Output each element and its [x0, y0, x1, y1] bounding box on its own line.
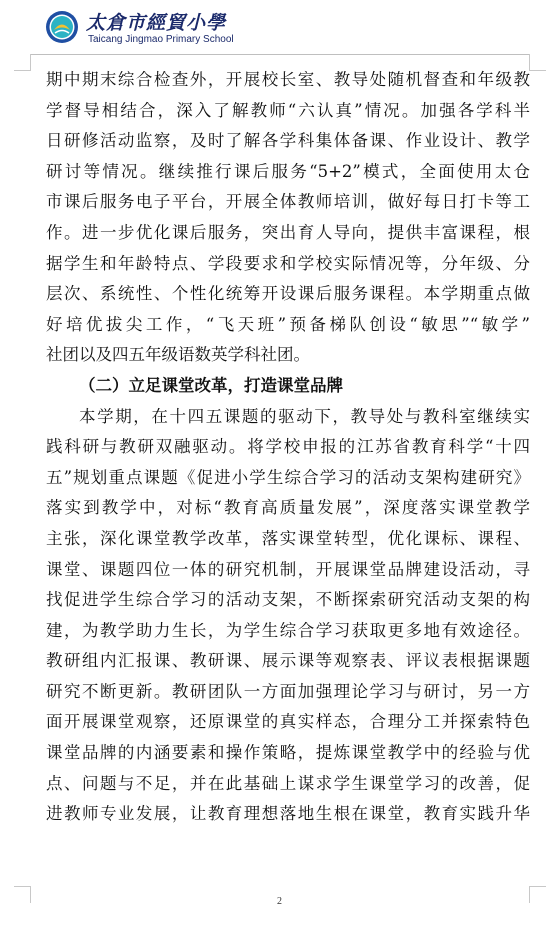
text-line: 面开展课堂观察，还原课堂的真实样态，合理分工并探索特色 — [46, 712, 530, 732]
text-line: 研讨等情况。继续推行课后服务“5+2”模式，全面使用太仓 — [46, 161, 530, 181]
text-line: 作。进一步优化课后服务，突出育人导向，提供丰富课程，根 — [46, 222, 530, 242]
text-line: 建，为教学助力生长，为学生综合学习获取更多地有效途径。 — [46, 620, 530, 640]
body-text — [46, 65, 530, 830]
text-line: 课堂、课题四位一体的研究机制，开展课堂品牌建设活动，寻 — [46, 559, 530, 579]
text-line: 市课后服务电子平台，开展全体教师培训，做好每日打卡等工 — [46, 192, 530, 212]
school-name-en: Taicang Jingmao Primary School — [88, 34, 234, 45]
text-line: 找促进学生综合学习的活动支架，不断探索研究活动支架的构 — [46, 590, 530, 610]
text-line: 践科研与教研双融驱动。将学校申报的江苏省教育科学“十四 — [46, 437, 530, 457]
text-line: 课堂品牌的内涵要素和操作策略，提炼课堂教学中的经验与优 — [46, 743, 530, 763]
text-line: 五”规划重点课题《促进小学生综合学习的活动支架构建研究》 — [46, 467, 530, 487]
header-divider — [30, 54, 530, 55]
text-line: 本学期，在十四五课题的驱动下，教导处与教科室继续实 — [79, 406, 530, 426]
text-line: 进教师专业发展，让教育理想落地生根在课堂，教育实践升华 — [46, 804, 530, 824]
text-line: 教研组内汇报课、教研课、展示课等观察表、评议表根据课题 — [46, 651, 530, 671]
text-line: 层次、系统性、个性化统筹开设课后服务课程。本学期重点做 — [46, 284, 530, 304]
text-line: 期中期末综合检查外，开展校长室、教导处随机督查和年级教 — [46, 70, 530, 89]
school-logo-icon — [45, 10, 79, 44]
page-number: 2 — [277, 896, 282, 907]
page-header — [0, 0, 559, 58]
text-line: 研究不断更新。教研团队一方面加强理论学习与研讨，另一方 — [46, 681, 530, 701]
crop-mark-top-right — [529, 54, 546, 71]
text-line: 好培优拔尖工作，“飞天班”预备梯队创设“敏思”“敏学” — [46, 314, 530, 334]
text-line: 落实到教学中，对标“教育高质量发展”，深度落实课堂教学 — [46, 498, 530, 518]
text-line: 据学生和年龄特点、学段要求和学校实际情况等，分年级、分 — [46, 253, 530, 273]
section-heading: （二）立足课堂改革，打造课堂品牌 — [79, 375, 343, 395]
text-line: 日研修活动监察，及时了解各学科集体备课、作业设计、教学 — [46, 131, 530, 151]
text-line: 学督导相结合，深入了解教师“六认真”情况。加强各学科半 — [46, 100, 530, 120]
school-name-cn: 太倉市經貿小學 — [86, 12, 227, 34]
text-line: 社团以及四五年级语数英学科社团。 — [46, 345, 310, 365]
text-line: 主张，深化课堂教学改革，落实课堂转型，优化课标、课程、 — [46, 528, 530, 548]
text-line: 点、问题与不足，并在此基础上谋求学生课堂学习的改善，促 — [46, 773, 530, 793]
crop-mark-top-left — [14, 54, 31, 71]
